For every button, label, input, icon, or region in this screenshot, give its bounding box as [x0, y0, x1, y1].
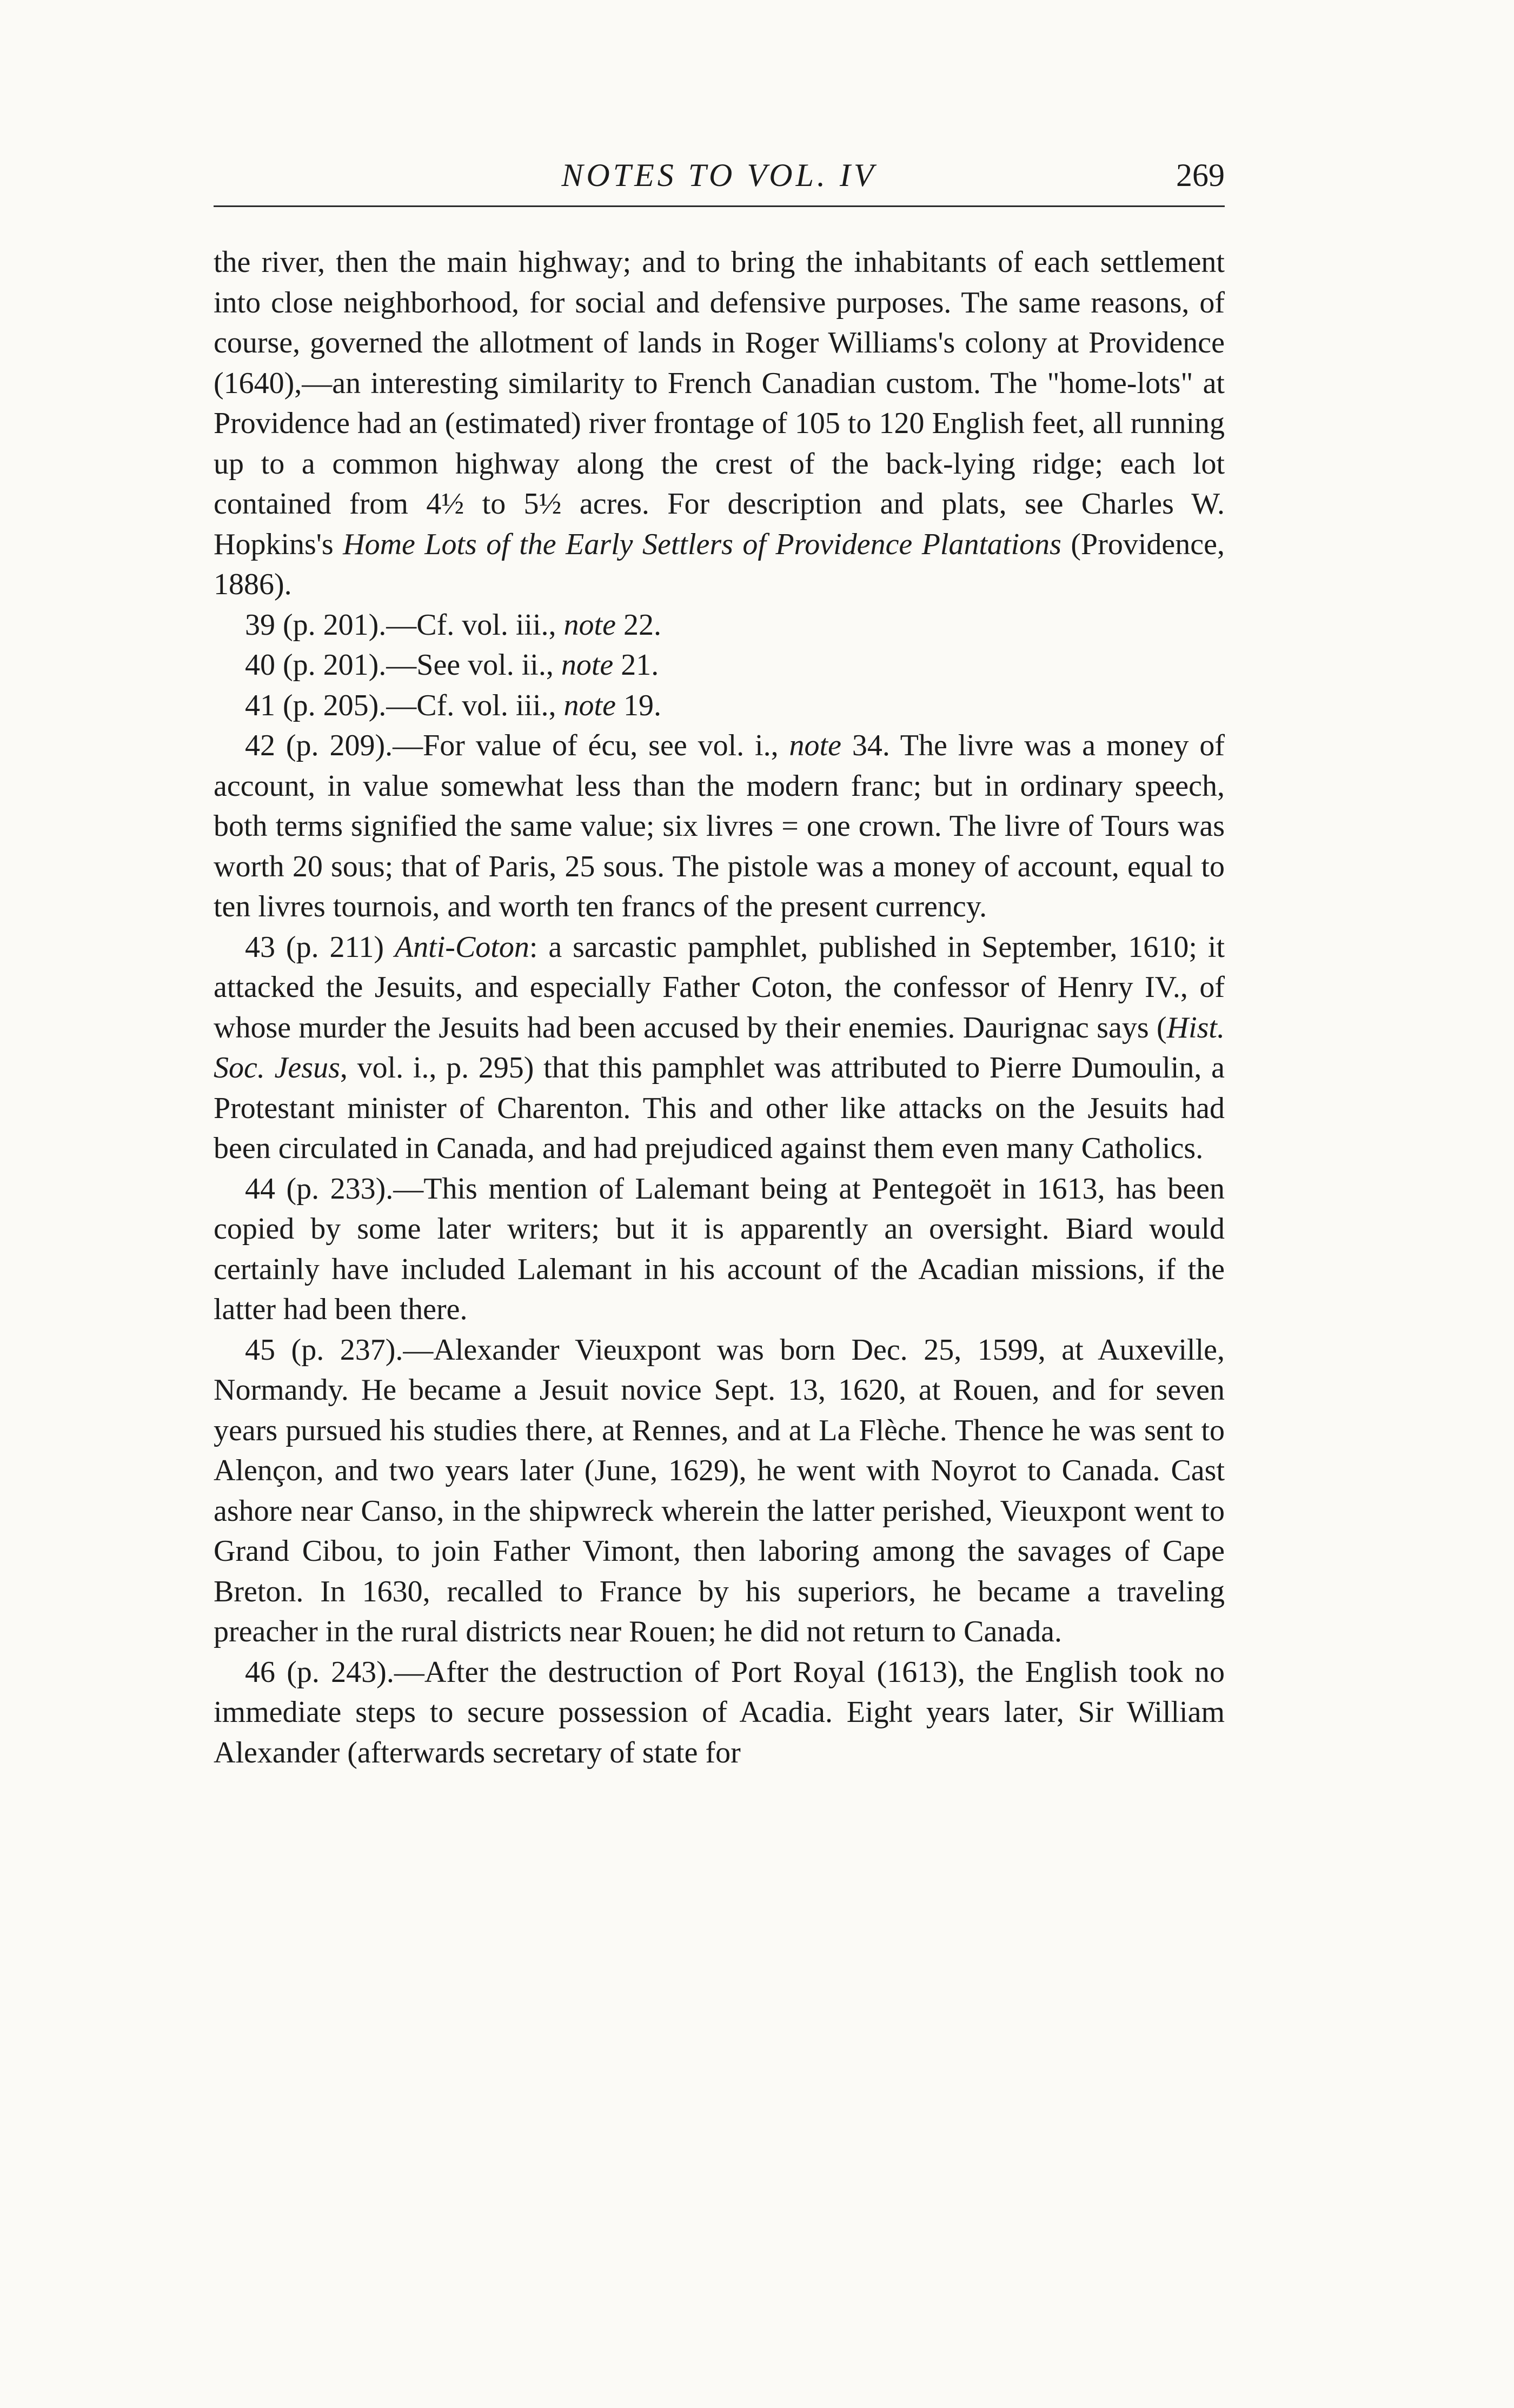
running-title: NOTES TO VOL. IV — [561, 157, 877, 193]
text-segment: , vol. i., p. 295) that this pamphlet was attributed to Pierre Dumoulin, a Protestant minister of Charenton. This and other like attacks on the Jesuits had been circulated in Canada, and had prejudiced against them even many Catholics. — [214, 1051, 1225, 1165]
notes-body — [214, 242, 1225, 1773]
text-segment: 44 (p. 233).—This mention of Lalemant being at Pentegoët in 1613, has been copied by some later writers; but it is apparently an oversight. Biard would certainly have included Lalemant in his account of the Acadian missions, if the latter had been there. — [214, 1172, 1225, 1326]
note-paragraph — [214, 927, 1225, 1169]
text-segment: 46 (p. 243).—After the destruction of Port Royal (1613), the English took no immediate steps to secure possession of Acadia. Eight years later, Sir William Alexander (afterwards secretary of state for — [214, 1655, 1225, 1770]
italic-text: Hist. Soc. Jesus — [214, 1010, 1225, 1085]
text-segment: 42 (p. 209).—For value of écu, see vol. i., — [245, 729, 789, 762]
text-segment: 34. The livre was a money of account, in value somewhat less than the modern franc; but in ordinary speech, both terms signified the same value; six livres = one crown. The livre of Tours was worth 20 sous; that of Paris, 25 sous. The pistole was a money of account, equal to ten livres tournois, and worth ten francs of the present currency. — [214, 729, 1225, 923]
text-segment: the river, then the main highway; and to bring the inhabitants of each settlement into close neighborhood, for social and defensive purposes. The same reasons, of course, governed the allotment of lands in Roger Williams's colony at Providence (1640),—an interesting similarity to French Canadian custom. The "home-lots" at Providence had an (estimated) river frontage of 105 to 120 English feet, all running up to a common highway along the crest of the back-lying ridge; each lot contained from 4½ to 5½ acres. For description and plats, see Charles W. Hopkins's — [214, 245, 1225, 561]
text-segment: 22. — [615, 608, 661, 642]
italic-text: note — [789, 729, 841, 762]
text-segment: 21. — [613, 648, 659, 682]
italic-text: note — [563, 608, 616, 642]
text-segment: 39 (p. 201).—Cf. vol. iii., — [245, 608, 564, 642]
italic-text: Home Lots of the Early Settlers of Providence Plantations — [343, 527, 1061, 561]
text-segment: 43 (p. 211) — [245, 930, 395, 964]
continuation-paragraph — [214, 242, 1225, 605]
note-paragraph — [214, 1330, 1225, 1652]
text-segment: (Providence, 1886). — [214, 527, 1225, 601]
text-segment: 40 (p. 201).—See vol. ii., — [245, 648, 561, 682]
page-number: 269 — [1176, 157, 1225, 193]
italic-text: Anti-Coton — [394, 930, 529, 964]
note-paragraph — [214, 605, 1225, 646]
note-paragraph — [214, 1169, 1225, 1330]
note-paragraph — [214, 726, 1225, 927]
note-paragraph — [214, 686, 1225, 726]
italic-text: note — [561, 648, 614, 682]
italic-text: note — [563, 688, 616, 722]
text-segment: : a sarcastic pamphlet, published in September, 1610; it attacked the Jesuits, and especially Father Coton, the confessor of Henry IV., of whose murder the Jesuits had been accused by their enemies. Daurignac says ( — [214, 930, 1225, 1045]
text-segment: 45 (p. 237).—Alexander Vieuxpont was born Dec. 25, 1599, at Auxeville, Normandy. He became a Jesuit novice Sept. 13, 1620, at Rouen, and for seven years pursued his studies there, at Rennes, and at La Flèche. Thence he was sent to Alençon, and two years later (June, 1629), he went with Noyrot to Canada. Cast ashore near Canso, in the shipwreck wherein the latter perished, Vieuxpont went to Grand Cibou, to join Father Vimont, then laboring among the savages of Cape Breton. In 1630, recalled to France by his superiors, he became a traveling preacher in the rural districts near Rouen; he did not return to Canada. — [214, 1333, 1225, 1648]
page-header — [214, 146, 1225, 207]
text-segment: 19. — [615, 688, 661, 722]
note-paragraph — [214, 1652, 1225, 1773]
text-segment: 41 (p. 205).—Cf. vol. iii., — [245, 688, 564, 722]
note-paragraph — [214, 645, 1225, 686]
